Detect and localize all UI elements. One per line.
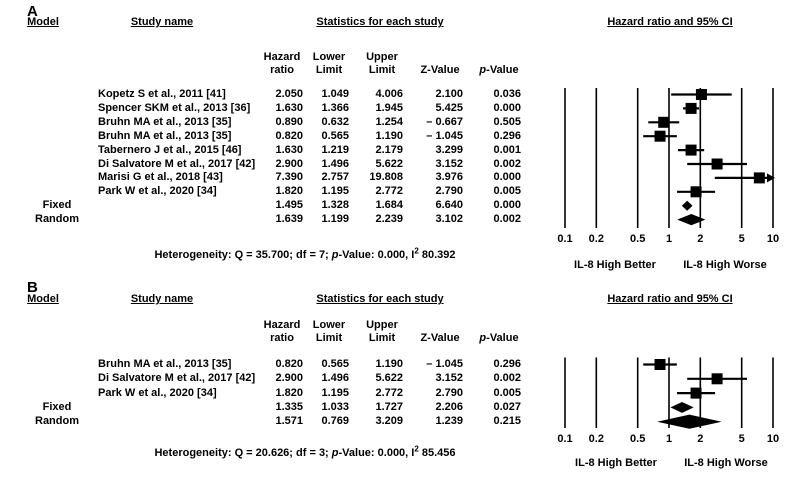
axis-tick-label: 0.2 xyxy=(588,433,604,445)
table-row xyxy=(0,130,793,143)
table-row xyxy=(0,158,793,171)
upper-limit-value: 3.209 xyxy=(375,415,403,428)
lower-limit-value: 1.366 xyxy=(321,101,349,114)
axis-label-right: IL-8 High Worse xyxy=(684,457,768,469)
study-name: Park W et al., 2020 [34] xyxy=(98,386,217,399)
study-name: Di Salvatore M et al., 2017 [42] xyxy=(98,372,256,385)
lower-limit-column-header: Lower Limit xyxy=(312,319,346,344)
lower-limit-value: 1.496 xyxy=(321,157,349,170)
upper-limit-value: 2.179 xyxy=(375,143,403,156)
hazard-ratio-value: 1.571 xyxy=(275,415,303,428)
plot-section-header: Hazard ratio and 95% CI xyxy=(607,16,733,28)
lower-limit-value: 0.565 xyxy=(321,358,349,370)
z-value: 3.976 xyxy=(435,171,463,184)
table-row xyxy=(0,171,793,184)
study-name: Bruhn MA et al., 2013 [35] xyxy=(98,358,232,370)
axis-tick-label: 0.1 xyxy=(557,433,573,445)
upper-limit-value: 2.772 xyxy=(375,386,403,399)
axis-tick-label: 1 xyxy=(665,233,673,245)
upper-limit-value: 1.190 xyxy=(375,358,403,370)
p-value: 0.296 xyxy=(493,129,521,142)
z-value: 3.152 xyxy=(435,372,463,385)
hazard-ratio-value: 2.900 xyxy=(275,157,303,170)
heterogeneity-note: Heterogeneity: Q = 35.700; df = 7; p-Value: 0.000, $I^2$ 80.392 xyxy=(154,246,456,261)
table-row xyxy=(0,102,793,115)
table-row xyxy=(0,88,793,101)
z-value: 6.640 xyxy=(435,199,463,212)
model-column-header: Model xyxy=(27,293,59,305)
table-row xyxy=(0,213,793,226)
lower-limit-value: 1.328 xyxy=(321,199,349,212)
axis-label-right: IL-8 High Worse xyxy=(683,259,767,271)
model-label: Random xyxy=(35,213,79,226)
p-value: 0.001 xyxy=(493,143,521,156)
lower-limit-value: 1.199 xyxy=(321,213,349,226)
study-name: Spencer SKM et al., 2013 [36] xyxy=(98,101,251,114)
model-label: Fixed xyxy=(42,400,72,413)
z-value: 2.790 xyxy=(435,185,463,198)
hazard-ratio-value: 7.390 xyxy=(275,171,303,184)
axis-tick-label: 10 xyxy=(766,233,780,245)
hazard-ratio-value: 1.820 xyxy=(275,386,303,399)
upper-limit-value: 1.254 xyxy=(375,115,403,128)
study-name: Di Salvatore M et al., 2017 [42] xyxy=(98,157,256,170)
p-value: 0.036 xyxy=(493,88,521,100)
z-value: 2.206 xyxy=(435,400,463,413)
axis-tick-label: 5 xyxy=(738,233,745,245)
table-row xyxy=(0,387,793,400)
table-row xyxy=(0,415,793,428)
z-value: 3.152 xyxy=(435,157,463,170)
upper-limit-value: 5.622 xyxy=(375,157,403,170)
upper-limit-value: 1.945 xyxy=(375,101,403,114)
p-value-column-header: p-Value xyxy=(479,64,519,76)
study-name-column-header: Study name xyxy=(130,293,194,305)
z-value-column-header: Z-Value xyxy=(420,332,460,344)
lower-limit-value: 1.049 xyxy=(321,88,349,100)
lower-limit-value: 0.632 xyxy=(321,115,349,128)
hazard-ratio-column-header: Hazard ratio xyxy=(263,319,301,344)
p-value-column-header: p-Value xyxy=(479,332,519,344)
panel-b-label: B xyxy=(27,279,38,296)
study-name: Park W et al., 2020 [34] xyxy=(98,185,217,198)
p-value: 0.505 xyxy=(493,115,521,128)
upper-limit-column-header: Upper Limit xyxy=(366,319,398,344)
upper-limit-value: 1.684 xyxy=(375,199,403,212)
hazard-ratio-value: 0.890 xyxy=(275,115,303,128)
model-column-header: Model xyxy=(27,16,59,28)
upper-limit-value: 2.772 xyxy=(375,185,403,198)
z-value: 2.100 xyxy=(435,88,463,100)
upper-limit-column-header: Upper Limit xyxy=(366,51,398,76)
axis-tick-label: 2 xyxy=(697,233,704,245)
axis-label-left: IL-8 High Better xyxy=(575,457,657,469)
z-value: 1.239 xyxy=(435,415,463,428)
heterogeneity-note: Heterogeneity: Q = 20.626; df = 3; p-Value: 0.000, $I^2$ 85.456 xyxy=(154,444,456,459)
lower-limit-value: 1.195 xyxy=(321,386,349,399)
lower-limit-value: 0.769 xyxy=(321,415,349,428)
hazard-ratio-value: 1.495 xyxy=(275,199,303,212)
study-name: Kopetz S et al., 2011 [41] xyxy=(98,88,226,100)
p-value: 0.000 xyxy=(493,101,521,114)
hazard-ratio-value: 2.900 xyxy=(275,372,303,385)
z-value: 3.102 xyxy=(435,213,463,226)
z-value: 3.299 xyxy=(435,143,463,156)
upper-limit-value: 1.190 xyxy=(375,129,403,142)
z-value: – 1.045 xyxy=(426,358,463,370)
table-row xyxy=(0,199,793,212)
z-value-column-header: Z-Value xyxy=(420,64,460,76)
lower-limit-value: 1.195 xyxy=(321,185,349,198)
table-row xyxy=(0,185,793,198)
study-name: Bruhn MA et al., 2013 [35] xyxy=(98,129,232,142)
study-name: Bruhn MA et al., 2013 [35] xyxy=(98,115,232,128)
axis-tick-label: 0.2 xyxy=(588,233,604,245)
model-label: Random xyxy=(35,415,79,428)
upper-limit-value: 5.622 xyxy=(375,372,403,385)
hazard-ratio-value: 1.630 xyxy=(275,101,303,114)
z-value: – 1.045 xyxy=(426,129,463,142)
table-row xyxy=(0,144,793,157)
lower-limit-value: 1.219 xyxy=(321,143,349,156)
upper-limit-value: 1.727 xyxy=(375,400,403,413)
p-value: 0.005 xyxy=(493,386,521,399)
lower-limit-value: 2.757 xyxy=(321,171,349,184)
p-value: 0.215 xyxy=(493,415,521,428)
table-row xyxy=(0,372,793,385)
p-value: 0.027 xyxy=(493,400,521,413)
axis-label-left: IL-8 High Better xyxy=(574,259,656,271)
upper-limit-value: 2.239 xyxy=(375,213,403,226)
axis-tick-label: 5 xyxy=(738,433,745,445)
p-value: 0.002 xyxy=(493,372,521,385)
z-value: 2.790 xyxy=(435,386,463,399)
lower-limit-value: 0.565 xyxy=(321,129,349,142)
study-name-column-header: Study name xyxy=(130,16,194,28)
hazard-ratio-value: 1.630 xyxy=(275,143,303,156)
table-row xyxy=(0,358,793,371)
z-value: – 0.667 xyxy=(426,115,463,128)
upper-limit-value: 19.808 xyxy=(369,171,403,184)
statistics-section-header: Statistics for each study xyxy=(316,293,444,305)
axis-tick-label: 0.5 xyxy=(630,433,646,445)
p-value: 0.002 xyxy=(493,157,521,170)
hazard-ratio-value: 1.820 xyxy=(275,185,303,198)
axis-tick-label: 0.1 xyxy=(557,233,573,245)
table-row xyxy=(0,401,793,414)
hazard-ratio-value: 0.820 xyxy=(275,129,303,142)
lower-limit-value: 1.033 xyxy=(321,400,349,413)
axis-tick-label: 0.5 xyxy=(630,233,646,245)
hazard-ratio-value: 2.050 xyxy=(275,88,303,100)
p-value: 0.002 xyxy=(493,213,521,226)
p-value: 0.000 xyxy=(493,171,521,184)
upper-limit-value: 4.006 xyxy=(375,88,403,100)
hazard-ratio-value: 1.335 xyxy=(275,400,303,413)
hazard-ratio-value: 0.820 xyxy=(275,358,303,370)
lower-limit-column-header: Lower Limit xyxy=(312,51,346,76)
hazard-ratio-column-header: Hazard ratio xyxy=(263,51,301,76)
plot-section-header: Hazard ratio and 95% CI xyxy=(607,293,733,305)
axis-tick-label: 10 xyxy=(766,433,780,445)
statistics-section-header: Statistics for each study xyxy=(316,16,444,28)
p-value: 0.005 xyxy=(493,185,521,198)
study-name: Marisi G et al., 2018 [43] xyxy=(98,171,223,184)
axis-tick-label: 1 xyxy=(665,433,673,445)
p-value: 0.296 xyxy=(493,358,521,370)
p-value: 0.000 xyxy=(493,199,521,212)
panel-a-label: A xyxy=(27,3,38,20)
lower-limit-value: 1.496 xyxy=(321,372,349,385)
axis-tick-label: 2 xyxy=(697,433,704,445)
study-name: Tabernero J et al., 2015 [46] xyxy=(98,143,242,156)
hazard-ratio-value: 1.639 xyxy=(275,213,303,226)
table-row xyxy=(0,116,793,129)
model-label: Fixed xyxy=(42,199,72,212)
z-value: 5.425 xyxy=(435,101,463,114)
